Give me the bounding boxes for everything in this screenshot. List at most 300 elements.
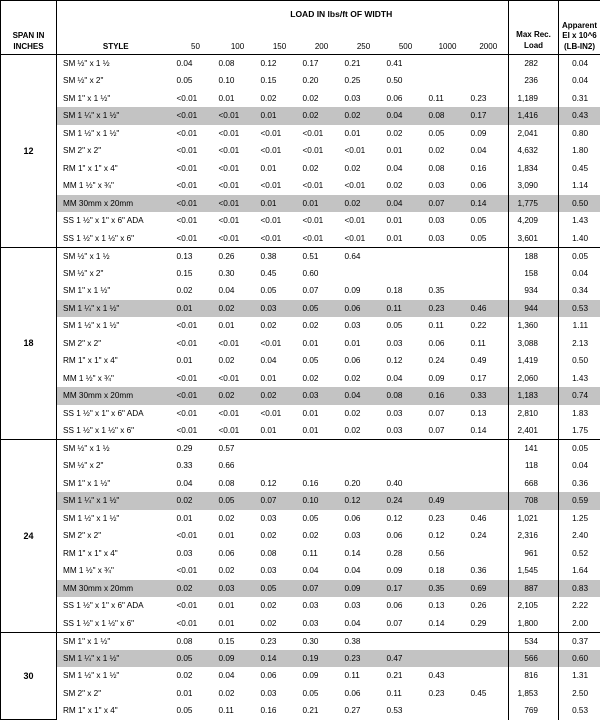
load-value-cell — [469, 265, 509, 283]
table-row — [1, 597, 600, 615]
load-value-cell: 0.16 — [301, 475, 343, 493]
max-load-cell: 282 — [509, 55, 559, 73]
load-value-cell: 0.02 — [385, 125, 427, 143]
load-value-cell — [427, 650, 469, 668]
ei-cell: 0.05 — [559, 440, 600, 458]
load-value-cell — [259, 440, 301, 458]
ei-cell: 0.53 — [559, 702, 600, 720]
style-cell: RM 1" x 1" x 4" — [57, 545, 175, 563]
load-value-cell: 0.01 — [385, 230, 427, 248]
load-value-cell: <0.01 — [175, 562, 217, 580]
ei-cell: 0.59 — [559, 492, 600, 510]
max-load-cell: 708 — [509, 492, 559, 510]
table-row — [1, 282, 600, 300]
load-value-cell: 0.47 — [385, 650, 427, 668]
load-value-cell: 0.21 — [301, 702, 343, 720]
load-value-cell: 0.43 — [427, 667, 469, 685]
load-value-cell: 0.03 — [343, 317, 385, 335]
load-value-cell: 0.02 — [217, 510, 259, 528]
max-load-cell: 158 — [509, 265, 559, 283]
table-row — [1, 195, 600, 213]
load-value-cell: <0.01 — [175, 212, 217, 230]
table-row — [1, 510, 600, 528]
load-value-cell: 0.01 — [175, 510, 217, 528]
load-value-cell: 0.04 — [385, 370, 427, 388]
load-value-cell: 0.06 — [343, 510, 385, 528]
load-value-cell: 0.12 — [259, 475, 301, 493]
style-cell: MM 1 ½" x ¾" — [57, 177, 175, 195]
load-value-cell: <0.01 — [175, 597, 217, 615]
load-value-cell: 0.04 — [385, 195, 427, 213]
load-value-cell: 0.20 — [343, 475, 385, 493]
table-row — [1, 685, 600, 703]
table-row — [1, 405, 600, 423]
load-value-cell: 0.17 — [385, 580, 427, 598]
max-load-cell: 1,853 — [509, 685, 559, 703]
load-value-cell: 0.01 — [175, 352, 217, 370]
load-value-cell: <0.01 — [301, 177, 343, 195]
load-value-cell: 0.02 — [175, 282, 217, 300]
load-value-cell: 0.23 — [343, 650, 385, 668]
load-value-cell: 0.17 — [469, 370, 509, 388]
load-value-cell: 0.29 — [175, 440, 217, 458]
ei-cell: 0.36 — [559, 475, 600, 493]
load-value-cell — [385, 632, 427, 650]
style-cell: SM ½" x 2" — [57, 72, 175, 90]
load-value-cell: 0.02 — [259, 527, 301, 545]
load-value-cell: 0.14 — [343, 545, 385, 563]
style-cell: RM 1" x 1" x 4" — [57, 352, 175, 370]
load-value-cell: 0.16 — [259, 702, 301, 720]
load-value-cell — [427, 55, 469, 73]
load-value-cell: 0.13 — [175, 247, 217, 265]
load-value-cell: 0.01 — [343, 335, 385, 353]
load-value-cell: <0.01 — [175, 370, 217, 388]
ei-cell: 0.52 — [559, 545, 600, 563]
load-value-cell: <0.01 — [175, 422, 217, 440]
ei-cell: 0.80 — [559, 125, 600, 143]
max-load-cell: 2,316 — [509, 527, 559, 545]
ei-cell: 2.40 — [559, 527, 600, 545]
table-row — [1, 422, 600, 440]
load-column-header: 2000 — [469, 23, 509, 55]
load-value-cell: 0.03 — [343, 90, 385, 108]
load-value-cell: <0.01 — [217, 212, 259, 230]
ei-cell: 1.80 — [559, 142, 600, 160]
load-value-cell — [469, 55, 509, 73]
load-value-cell: <0.01 — [175, 195, 217, 213]
load-value-cell — [427, 457, 469, 475]
load-value-cell — [427, 702, 469, 720]
style-cell: SM ½" x 2" — [57, 265, 175, 283]
load-value-cell: 0.06 — [259, 667, 301, 685]
load-value-cell: 0.09 — [343, 282, 385, 300]
ei-cell: 0.74 — [559, 387, 600, 405]
load-value-cell: <0.01 — [259, 142, 301, 160]
load-value-cell: 0.05 — [175, 72, 217, 90]
load-value-cell: 0.02 — [259, 387, 301, 405]
load-value-cell: 0.05 — [175, 702, 217, 720]
load-value-cell — [469, 492, 509, 510]
load-value-cell: 0.21 — [343, 55, 385, 73]
max-load-cell: 1,419 — [509, 352, 559, 370]
load-value-cell — [427, 632, 469, 650]
load-value-cell: 0.64 — [343, 247, 385, 265]
load-value-cell: 0.02 — [259, 597, 301, 615]
span-cell: 12 — [1, 55, 57, 248]
ei-cell: 1.43 — [559, 370, 600, 388]
load-value-cell: <0.01 — [259, 230, 301, 248]
load-value-cell: <0.01 — [301, 230, 343, 248]
load-value-cell — [469, 72, 509, 90]
load-value-cell — [427, 247, 469, 265]
max-load-cell: 816 — [509, 667, 559, 685]
load-value-cell: 0.41 — [385, 55, 427, 73]
load-value-cell: 0.23 — [259, 632, 301, 650]
load-value-cell: 0.08 — [217, 475, 259, 493]
load-value-cell: 0.19 — [301, 650, 343, 668]
load-value-cell: 0.12 — [427, 527, 469, 545]
load-value-cell: 0.02 — [259, 90, 301, 108]
ei-cell: 0.43 — [559, 107, 600, 125]
table-row — [1, 667, 600, 685]
load-value-cell: 0.04 — [385, 107, 427, 125]
style-cell: SS 1 ½" x 1" x 6" ADA — [57, 405, 175, 423]
load-value-cell: 0.11 — [217, 702, 259, 720]
load-value-cell: 0.23 — [469, 90, 509, 108]
load-value-cell — [469, 457, 509, 475]
style-cell: SS 1 ½" x 1" x 6" ADA — [57, 212, 175, 230]
ei-cell: 0.04 — [559, 265, 600, 283]
load-value-cell: 0.11 — [301, 545, 343, 563]
ei-cell: 0.37 — [559, 632, 600, 650]
load-value-cell: 0.03 — [259, 685, 301, 703]
style-cell: SM 1 ¼" x 1 ½" — [57, 492, 175, 510]
load-value-cell: 0.69 — [469, 580, 509, 598]
load-value-cell — [469, 667, 509, 685]
load-value-cell: 0.45 — [259, 265, 301, 283]
load-value-cell: 0.26 — [217, 247, 259, 265]
ei-cell: 0.31 — [559, 90, 600, 108]
table-row — [1, 370, 600, 388]
table-row — [1, 545, 600, 563]
load-value-cell: <0.01 — [175, 230, 217, 248]
ei-cell: 0.04 — [559, 55, 600, 73]
load-value-cell: 0.01 — [217, 615, 259, 633]
ei-cell: 1.31 — [559, 667, 600, 685]
load-value-cell: 0.03 — [427, 212, 469, 230]
load-value-cell: 0.51 — [301, 247, 343, 265]
load-value-cell: <0.01 — [343, 142, 385, 160]
load-value-cell: <0.01 — [175, 615, 217, 633]
load-value-cell: <0.01 — [343, 212, 385, 230]
load-value-cell: 0.01 — [175, 300, 217, 318]
load-column-header: 500 — [385, 23, 427, 55]
load-value-cell — [469, 282, 509, 300]
load-value-cell: 0.23 — [427, 300, 469, 318]
load-value-cell: 0.25 — [343, 72, 385, 90]
table-row — [1, 265, 600, 283]
ei-cell: 0.53 — [559, 300, 600, 318]
load-value-cell — [427, 265, 469, 283]
ei-cell: 2.50 — [559, 685, 600, 703]
max-load-cell: 118 — [509, 457, 559, 475]
load-value-cell: 0.14 — [469, 422, 509, 440]
max-load-cell: 188 — [509, 247, 559, 265]
load-value-cell: <0.01 — [217, 405, 259, 423]
load-value-cell: 0.01 — [217, 597, 259, 615]
table-row — [1, 527, 600, 545]
load-value-cell: <0.01 — [217, 370, 259, 388]
load-value-cell: 0.17 — [301, 55, 343, 73]
table-row — [1, 475, 600, 493]
style-cell: SM 1 ¼" x 1 ½" — [57, 300, 175, 318]
load-value-cell — [469, 545, 509, 563]
span-cell: 30 — [1, 632, 57, 720]
load-value-cell — [343, 457, 385, 475]
table-row — [1, 580, 600, 598]
load-value-cell: 0.06 — [427, 335, 469, 353]
load-column-header: 200 — [301, 23, 343, 55]
load-value-cell: 0.02 — [343, 422, 385, 440]
load-value-cell: 0.45 — [469, 685, 509, 703]
load-value-cell: <0.01 — [259, 405, 301, 423]
max-load-cell: 4,209 — [509, 212, 559, 230]
load-value-cell: 0.01 — [259, 107, 301, 125]
ei-cell: 0.50 — [559, 352, 600, 370]
max-load-cell: 1,360 — [509, 317, 559, 335]
load-value-cell: 0.15 — [175, 265, 217, 283]
style-cell: SM 1 ½" x 1 ½" — [57, 510, 175, 528]
ei-cell: 0.45 — [559, 160, 600, 178]
style-cell: SM 2" x 2" — [57, 527, 175, 545]
load-column-header: 1000 — [427, 23, 469, 55]
span-cell: 18 — [1, 247, 57, 440]
ei-cell: 1.83 — [559, 405, 600, 423]
load-value-cell: 0.09 — [427, 370, 469, 388]
table-row — [1, 55, 600, 73]
load-value-cell: 0.05 — [385, 317, 427, 335]
ei-cell: 1.11 — [559, 317, 600, 335]
load-value-cell: 0.01 — [217, 317, 259, 335]
load-value-cell: 0.02 — [427, 142, 469, 160]
load-value-cell: 0.50 — [385, 72, 427, 90]
load-value-cell: <0.01 — [217, 125, 259, 143]
ei-cell: 1.43 — [559, 212, 600, 230]
load-value-cell: 0.13 — [427, 597, 469, 615]
table-row — [1, 125, 600, 143]
load-value-cell: 0.04 — [343, 387, 385, 405]
load-value-cell — [469, 702, 509, 720]
load-value-cell: 0.06 — [343, 685, 385, 703]
load-column-header: 150 — [259, 23, 301, 55]
load-value-cell: 0.05 — [301, 510, 343, 528]
load-value-cell: 0.07 — [385, 615, 427, 633]
load-value-cell: 0.14 — [427, 615, 469, 633]
load-value-cell: 0.12 — [385, 352, 427, 370]
table-row — [1, 90, 600, 108]
load-value-cell: <0.01 — [217, 335, 259, 353]
max-load-cell: 944 — [509, 300, 559, 318]
load-value-cell: 0.03 — [259, 562, 301, 580]
load-value-cell: 0.02 — [343, 107, 385, 125]
load-value-cell: 0.05 — [175, 650, 217, 668]
load-value-cell: 0.27 — [343, 702, 385, 720]
style-cell: SS 1 ½" x 1" x 6" ADA — [57, 597, 175, 615]
load-value-cell: 0.38 — [259, 247, 301, 265]
load-value-cell: 0.02 — [217, 562, 259, 580]
load-value-cell: 0.12 — [259, 55, 301, 73]
load-value-cell: 0.57 — [217, 440, 259, 458]
load-value-cell: 0.05 — [301, 352, 343, 370]
load-value-cell: 0.16 — [427, 387, 469, 405]
load-value-cell: 0.01 — [175, 685, 217, 703]
load-value-cell: 0.02 — [175, 667, 217, 685]
max-load-cell: 2,105 — [509, 597, 559, 615]
table-row — [1, 352, 600, 370]
load-value-cell — [301, 440, 343, 458]
style-cell: SS 1 ½" x 1 ½" x 6" — [57, 422, 175, 440]
load-value-cell: 0.01 — [259, 160, 301, 178]
load-value-cell: 0.03 — [385, 405, 427, 423]
ei-cell: 0.05 — [559, 247, 600, 265]
max-load-cell: 2,401 — [509, 422, 559, 440]
style-cell: SM ½" x 1 ½ — [57, 247, 175, 265]
load-value-cell: 0.01 — [217, 90, 259, 108]
load-value-cell: <0.01 — [175, 142, 217, 160]
load-value-cell: <0.01 — [217, 230, 259, 248]
load-value-cell: <0.01 — [217, 195, 259, 213]
load-value-cell: <0.01 — [259, 335, 301, 353]
load-value-cell: 0.16 — [469, 160, 509, 178]
load-value-cell: <0.01 — [259, 177, 301, 195]
load-value-cell: 0.23 — [427, 685, 469, 703]
load-value-cell: 0.02 — [217, 300, 259, 318]
load-value-cell: 0.12 — [343, 492, 385, 510]
load-value-cell: 0.02 — [301, 90, 343, 108]
max-load-cell: 3,601 — [509, 230, 559, 248]
load-title: LOAD IN lbs/ft OF WIDTH — [175, 1, 509, 23]
load-value-cell: 0.11 — [343, 667, 385, 685]
load-value-cell: 0.02 — [343, 160, 385, 178]
load-value-cell: 0.10 — [217, 72, 259, 90]
max-load-cell: 1,834 — [509, 160, 559, 178]
load-value-cell: <0.01 — [343, 177, 385, 195]
style-cell: SM 1 ½" x 1 ½" — [57, 317, 175, 335]
load-value-cell: 0.08 — [427, 107, 469, 125]
max-load-cell: 2,041 — [509, 125, 559, 143]
load-value-cell: 0.02 — [259, 317, 301, 335]
load-value-cell — [343, 440, 385, 458]
table-row — [1, 615, 600, 633]
load-value-cell: 0.01 — [259, 195, 301, 213]
load-value-cell: 0.08 — [175, 632, 217, 650]
load-value-cell: 0.05 — [469, 212, 509, 230]
load-value-cell: <0.01 — [175, 160, 217, 178]
load-value-cell: <0.01 — [175, 177, 217, 195]
load-value-cell: 0.33 — [469, 387, 509, 405]
load-value-cell: <0.01 — [175, 107, 217, 125]
load-value-cell: 0.02 — [175, 580, 217, 598]
max-load-cell: 1,800 — [509, 615, 559, 633]
load-value-cell: 0.07 — [427, 405, 469, 423]
load-value-cell — [343, 265, 385, 283]
load-value-cell: 0.09 — [469, 125, 509, 143]
max-load-cell: 141 — [509, 440, 559, 458]
load-value-cell: 0.36 — [469, 562, 509, 580]
load-value-cell — [469, 440, 509, 458]
load-value-cell: 0.09 — [343, 580, 385, 598]
load-value-cell: 0.04 — [217, 282, 259, 300]
style-cell: SM ½" x 2" — [57, 457, 175, 475]
max-load-header: Max Rec. Load — [509, 1, 559, 55]
load-value-cell: 0.03 — [427, 177, 469, 195]
table-row — [1, 457, 600, 475]
load-value-cell: 0.01 — [301, 195, 343, 213]
max-load-cell: 1,416 — [509, 107, 559, 125]
load-value-cell: <0.01 — [175, 387, 217, 405]
load-value-cell: 0.05 — [301, 685, 343, 703]
style-cell: SM 1" x 1 ½" — [57, 475, 175, 493]
load-value-cell: 0.03 — [259, 300, 301, 318]
load-value-cell: 0.10 — [301, 492, 343, 510]
style-cell: MM 1 ½" x ¾" — [57, 370, 175, 388]
load-value-cell — [469, 632, 509, 650]
max-load-cell: 2,060 — [509, 370, 559, 388]
style-cell: SS 1 ½" x 1 ½" x 6" — [57, 230, 175, 248]
load-value-cell — [427, 72, 469, 90]
style-cell: SM 2" x 2" — [57, 335, 175, 353]
style-cell: SM 1 ¼" x 1 ½" — [57, 650, 175, 668]
load-value-cell: 0.02 — [343, 370, 385, 388]
load-value-cell: 0.02 — [385, 177, 427, 195]
load-value-cell: 0.08 — [217, 55, 259, 73]
style-cell: SM 1" x 1 ½" — [57, 282, 175, 300]
max-load-cell: 934 — [509, 282, 559, 300]
load-value-cell: <0.01 — [217, 142, 259, 160]
load-value-cell: 0.24 — [427, 352, 469, 370]
load-value-cell: <0.01 — [175, 125, 217, 143]
max-load-cell: 1,189 — [509, 90, 559, 108]
table-row — [1, 317, 600, 335]
load-value-cell: 0.11 — [385, 300, 427, 318]
ei-header: Apparent EI x 10^6 (LB-IN2) — [559, 1, 600, 55]
load-value-cell: 0.03 — [385, 422, 427, 440]
style-cell: MM 30mm x 20mm — [57, 195, 175, 213]
load-value-cell: 0.26 — [469, 597, 509, 615]
load-value-cell: <0.01 — [259, 125, 301, 143]
load-value-cell: 0.07 — [301, 580, 343, 598]
load-value-cell: 0.11 — [385, 685, 427, 703]
ei-cell: 2.00 — [559, 615, 600, 633]
load-value-cell — [385, 265, 427, 283]
load-value-cell: <0.01 — [217, 422, 259, 440]
load-value-cell: 0.03 — [217, 580, 259, 598]
style-cell: SM 1 ¼" x 1 ½" — [57, 107, 175, 125]
load-value-cell: 0.05 — [259, 580, 301, 598]
load-value-cell: 0.11 — [427, 317, 469, 335]
load-value-cell: 0.04 — [217, 667, 259, 685]
ei-cell: 0.34 — [559, 282, 600, 300]
load-value-cell: <0.01 — [175, 527, 217, 545]
max-load-cell: 3,088 — [509, 335, 559, 353]
load-value-cell: 0.15 — [259, 72, 301, 90]
load-value-cell — [385, 247, 427, 265]
load-value-cell: 0.02 — [301, 527, 343, 545]
max-load-cell: 566 — [509, 650, 559, 668]
load-value-cell: 0.02 — [217, 685, 259, 703]
load-value-cell: 0.40 — [385, 475, 427, 493]
